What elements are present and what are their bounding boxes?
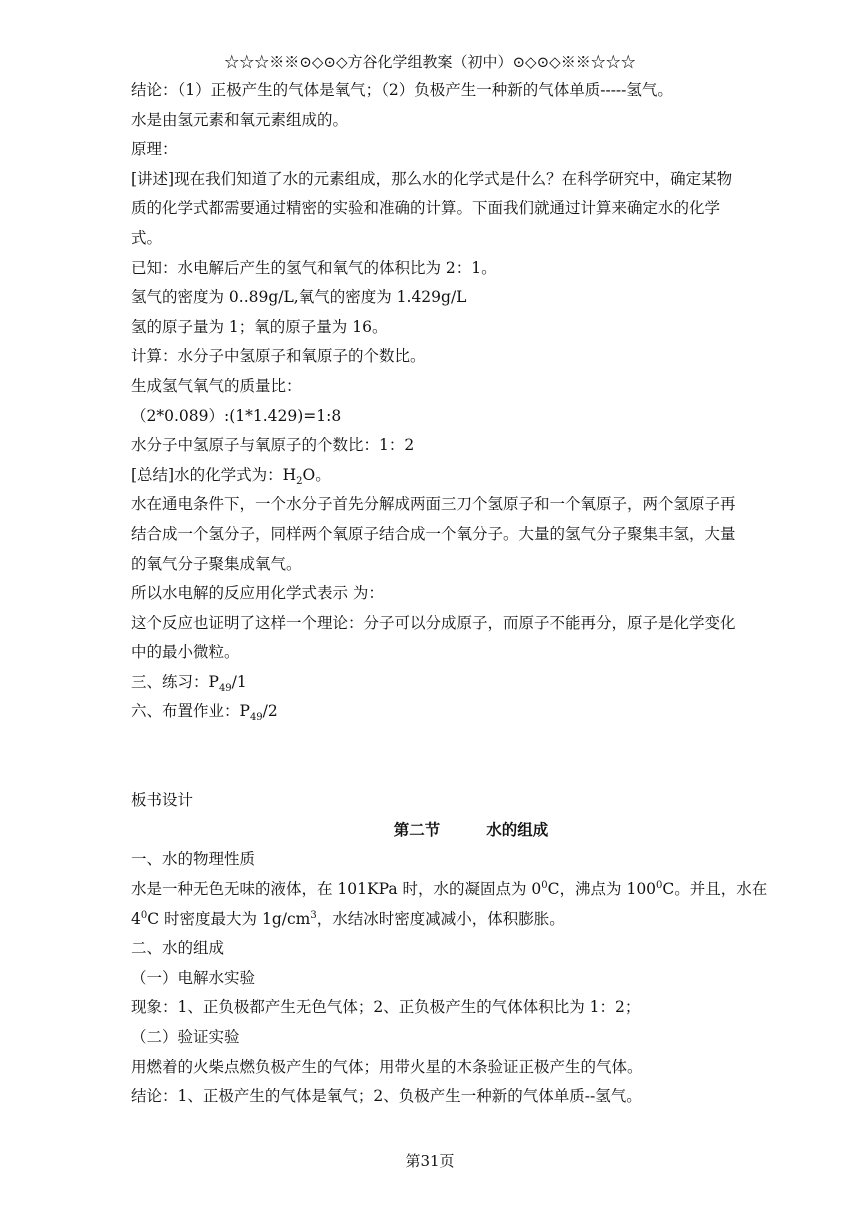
physical-properties-line-2: $4^0C$ 时密度最大为 $1g/cm^3$，水结冰时密度减减小，体积膨胀。 (131, 909, 565, 928)
principle-label: 原理： (131, 140, 178, 159)
practice-item: 三、练习：$P_{49}/1$ (131, 672, 247, 694)
board-design-label: 板书设计 (131, 791, 194, 810)
electrolysis-explanation-1: 水在通电条件下，一个水分子首先分解成两面三刀个氢原子和一个氧原子，两个氢原子再 (131, 495, 736, 514)
physical-properties-heading: 一、水的物理性质 (131, 850, 256, 869)
theory-line-2: 中的最小微粒。 (131, 643, 240, 662)
electrolysis-explanation-2: 结合成一个氢分子，同样两个氧原子结合成一个氧分子。大量的氢气分子聚集丰氢，大量 (131, 524, 736, 543)
composition-heading: 二、水的组成 (131, 939, 225, 958)
composition-statement: 水是由氢元素和氧元素组成的。 (131, 110, 349, 129)
verification-method: 用燃着的火柴点燃负极产生的气体；用带火星的木条验证正极产生的气体。 (131, 1057, 643, 1076)
lecture-line-2: 质的化学式都需要通过精密的实验和准确的计算。下面我们就通过计算来确定水的化学 (131, 199, 721, 218)
document-body (131, 76, 811, 1112)
lecture-line-1: [讲述]现在我们知道了水的元素组成，那么水的化学式是什么？在科学研究中，确定某物 (131, 169, 733, 188)
calculation-task: 计算：水分子中氢原子和氧原子的个数比。 (131, 347, 426, 366)
atom-count-ratio: 水分子中氢原子与氧原子的个数比：1：2 (131, 436, 415, 455)
verification-heading: （二）验证实验 (131, 1028, 240, 1046)
mass-ratio-formula: （2*0.089）:(1*1.429)=1:8 (131, 406, 342, 425)
phenomenon-line: 现象：1、正负极都产生无色气体；2、正负极产生的气体体积比为 1：2； (131, 998, 641, 1017)
section-spacer (131, 727, 811, 786)
electrolysis-experiment-heading: （一）电解水实验 (131, 968, 256, 987)
mass-ratio-label: 生成氢气氧气的质量比： (131, 376, 302, 395)
theory-line-1: 这个反应也证明了这样一个理论：分子可以分成原子，而原子不能再分，原子是化学变化 (131, 613, 736, 632)
reaction-equation-line: 所以水电解的反应用化学式表示 为： (131, 584, 384, 603)
homework-item: 六、布置作业：$P_{49}/2$ (131, 702, 278, 724)
final-conclusion: 结论：1、正极产生的气体是氧气；2、负极产生一种新的气体单质--氢气。 (131, 1087, 642, 1106)
known-volume-ratio: 已知：水电解后产生的氢气和氧气的体积比为 2：1。 (131, 258, 497, 277)
lecture-line-3: 式。 (131, 228, 163, 247)
known-density: 氢气的密度为 0..89g/L,氧气的密度为 1.429g/L (131, 288, 467, 307)
physical-properties-line-1: 水是一种无色无味的液体，在 101KPa 时，水的凝固点为 $0^0C$，沸点为 $100^0C$。并且，水在 (131, 879, 768, 899)
known-atomic-mass: 氢的原子量为 1；氧的原子量为 16。 (131, 317, 388, 336)
section-title: 第二节 水的组成 (393, 820, 549, 839)
summary-formula: [总结]水的化学式为：$H_2O$。 (131, 465, 331, 487)
electrolysis-explanation-3: 的氧气分子聚集成氧气。 (131, 554, 302, 573)
conclusion-line: 结论：（1）正极产生的气体是氧气；（2）负极产生一种新的气体单质-----氢气。 (131, 81, 673, 99)
page-number: 第31页 (405, 1152, 455, 1170)
page-header: ☆☆☆※※⊙◇⊙◇方谷化学组教案（初中）⊙◇⊙◇※※☆☆☆ (224, 53, 636, 71)
